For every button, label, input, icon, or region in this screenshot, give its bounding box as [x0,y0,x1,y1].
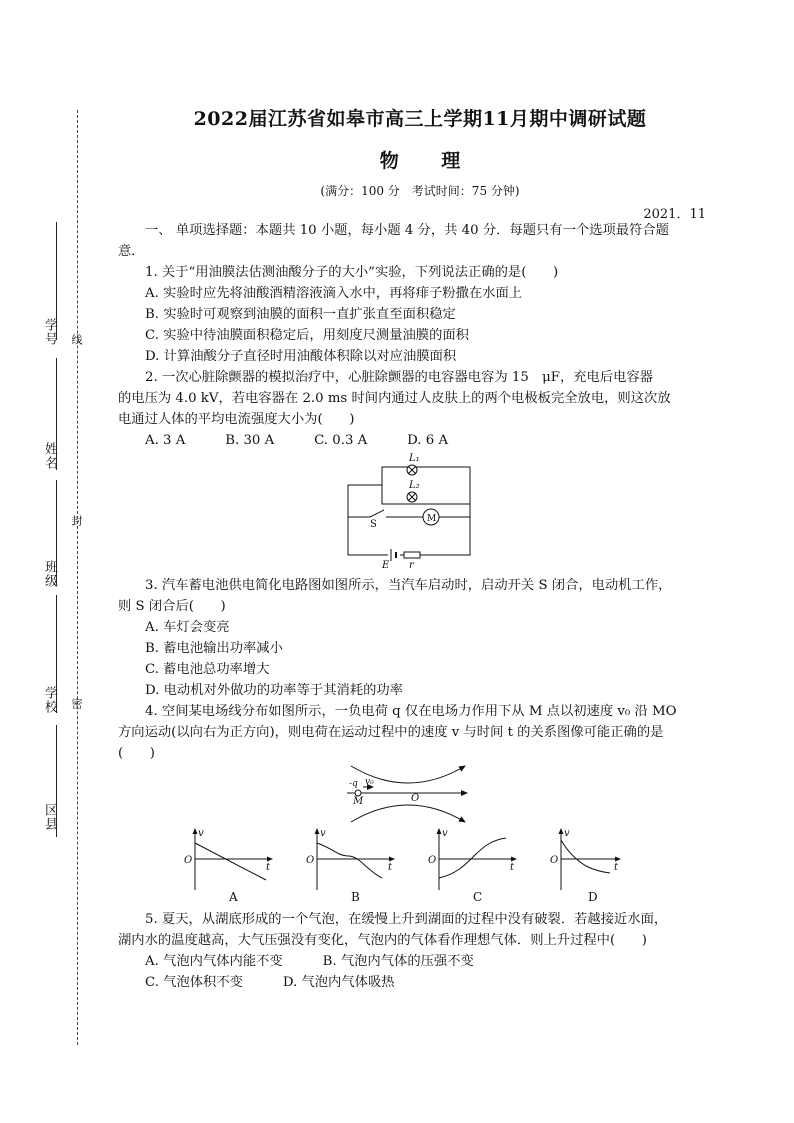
svg-text:t: t [388,862,393,873]
graph-label-d: D [588,890,598,904]
q5-options-row1[interactable]: A. 气泡内气体内能不变 B. 气泡内气体的压强不变 [145,954,474,969]
margin-label-class: 班级 [42,560,57,588]
q1-option-a[interactable]: A. 实验时应先将油酸酒精溶液滴入水中，再将痱子粉撒在水面上 [145,286,523,301]
svg-text:O: O [550,855,559,866]
q3-option-d[interactable]: D. 电动机对外做功的功率等于其消耗的功率 [145,683,403,698]
margin-label-school: 学校 [42,686,57,714]
q5-stem-line1: 5. 夏天，从湖底形成的一个气泡，在缓慢上升到湖面的过程中没有破裂．若越接近水面， [145,912,668,927]
circuit-diagram [340,452,490,570]
svg-text:t: t [614,862,619,873]
svg-text:v: v [198,828,204,839]
svg-text:O: O [184,855,193,866]
switch-s [370,510,384,517]
q2-stem-line2: 的电压为 4.0 kV，若电容器在 2.0 ms 时间内通过人皮肤上的两个电极板完全放电，则这次放 [118,391,671,406]
q5-stem-line2: 湖内水的温度越高，大气压强没有变化，气泡内的气体看作理想气体．则上升过程中( ) [118,933,647,948]
q2-options[interactable]: A. 3 A B. 30 A C. 0.3 A D. 6 A [145,433,449,448]
label-q: -q [349,779,358,789]
svg-text:v: v [564,828,570,839]
field-line-bottom [351,805,465,822]
exam-note: (满分：100 分 考试时间：75 分钟) [320,184,520,198]
svg-text:v: v [320,828,326,839]
graph-label-c: C [473,890,483,904]
margin-field-student-id[interactable] [56,222,57,340]
q1-option-c[interactable]: C. 实验中待油膜面积稳定后，用刻度尺测量油膜的面积 [145,328,469,343]
q1-stem: 1. 关于“用油膜法估测油酸分子的大小”实验，下列说法正确的是( ) [145,265,559,280]
section-heading-cont: 意． [118,244,145,259]
q2-stem-line1: 2. 一次心脏除颤器的模拟治疗中，心脏除颤器的电容器电容为 15 μF，充电后电容器 [145,370,654,385]
svg-text:v: v [442,828,448,839]
svg-text:O: O [306,855,315,866]
svg-text:O: O [428,855,437,866]
q4-stem-line2: 方向运动(以向右为正方向)，则电荷在运动过程中的速度 v 与时间 t 的关系图像可能正确的是 [118,725,664,740]
q3-option-c[interactable]: C. 蓄电池总功率增大 [145,662,270,677]
graph-a [184,828,272,904]
curve-a [195,843,266,880]
graph-c [428,828,516,904]
q1-option-b[interactable]: B. 实验时可观察到油膜的面积一直扩张直至面积稳定 [145,307,456,322]
label-l2: L₂ [409,480,420,491]
margin-dashed-line [77,110,78,1045]
margin-label-student-id: 学号 [42,318,57,346]
cut-mark-dense: 密 [70,698,83,710]
label-e: E [382,560,390,570]
cut-mark-line: 线 [70,334,83,346]
q4-stem-line1: 4. 空间某电场线分布如图所示，一负电荷 q 仅在电场力作用下从 M 点以初速度 v₀ 沿 MO [145,704,677,719]
curve-c [439,838,506,878]
svg-text:t: t [266,862,271,873]
vt-graphs [182,826,622,908]
subject-title: 物 理 [379,150,461,172]
margin-label-name: 姓名 [42,442,57,470]
margin-label-district: 区县 [42,803,57,831]
q1-option-d[interactable]: D. 计算油酸分子直径时用油酸体积除以对应油膜面积 [145,349,457,364]
internal-resistor [404,552,420,558]
q3-stem-line2: 则 S 闭合后( ) [118,599,226,614]
q5-options-row2[interactable]: C. 气泡体积不变 D. 气泡内气体吸热 [145,975,395,990]
graph-b [306,828,394,904]
q2-stem-line3: 电通过人体的平均电流强度大小为( ) [118,412,355,427]
margin-field-name[interactable] [56,358,57,470]
q4-stem-line3: ( ) [118,746,155,761]
margin-field-school[interactable] [56,595,57,713]
svg-text:t: t [510,862,515,873]
section-heading: 一、 单项选择题：本题共 10 小题，每小题 4 分，共 40 分．每题只有一个选项最符合题 [145,223,669,238]
margin-field-district[interactable] [56,725,57,837]
q3-option-a[interactable]: A. 车灯会变亮 [145,620,230,635]
graph-d [550,828,620,904]
exam-date: 2021．11 [643,207,706,222]
field-diagram [343,758,473,826]
label-l1: L₁ [409,453,420,464]
label-m: M [427,514,437,524]
graph-label-b: B [351,890,360,904]
curve-b [317,843,382,878]
margin-field-class[interactable] [56,480,57,585]
graph-label-a: A [229,890,238,904]
exam-title: 2022届江苏省如皋市高三上学期11月期中调研试题 [193,108,647,130]
label-v0: v₀ [365,777,374,787]
label-m: M [353,796,364,807]
label-s: S [370,519,377,530]
curve-d [561,840,610,873]
q3-option-b[interactable]: B. 蓄电池输出功率减小 [145,641,283,656]
label-o: O [411,793,420,804]
label-r: r [409,560,414,570]
q3-stem-line1: 3. 汽车蓄电池供电简化电路图如图所示，当汽车启动时，启动开关 S 闭合，电动机工作， [145,578,672,593]
cut-mark-seal: 封 [70,515,83,527]
lamp-branch-wires [382,467,470,504]
